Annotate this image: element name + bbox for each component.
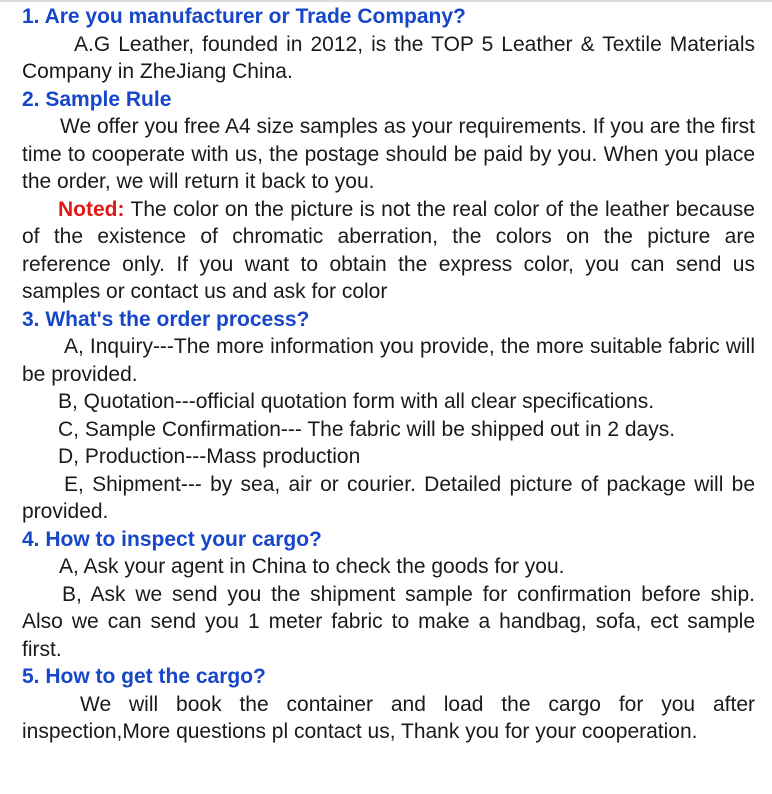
faq-section-order-process bbox=[22, 306, 755, 526]
inspect-option-agent: A, Ask your agent in China to check the goods for you. bbox=[59, 555, 565, 578]
faq-document bbox=[22, 3, 755, 746]
faq-answer-manufacturer: A.G Leather, founded in 2012, is the TOP 5 Leather & Textile Materials Company in ZheJiang China. bbox=[22, 32, 755, 83]
order-step-shipment: E, Shipment--- by sea, air or courier. Detailed picture of package will be provided. bbox=[22, 472, 755, 523]
faq-heading-get-cargo: 5. How to get the cargo? bbox=[22, 665, 266, 688]
faq-heading-order-process: 3. What's the order process? bbox=[22, 307, 310, 331]
inspect-option-shipment-sample: B, Ask we send you the shipment sample for confirmation before ship. Also we can send you 1 meter fabric to make a handbag, sofa, ect sample first. bbox=[22, 582, 755, 661]
faq-noted-paragraph bbox=[22, 196, 755, 306]
order-step-sample-confirmation: C, Sample Confirmation--- The fabric will be shipped out in 2 days. bbox=[58, 417, 676, 441]
faq-heading-inspect-cargo: 4. How to inspect your cargo? bbox=[22, 527, 322, 551]
faq-section-manufacturer bbox=[22, 3, 755, 86]
faq-section-get-cargo bbox=[22, 663, 755, 746]
faq-answer-get-cargo: We will book the container and load the cargo for you after inspection,More questions pl contact us, Thank you for your cooperation. bbox=[22, 692, 755, 743]
order-step-inquiry: A, Inquiry---The more information you provide, the more suitable fabric will be provided. bbox=[22, 335, 755, 386]
faq-heading-manufacturer: 1. Are you manufacturer or Trade Company? bbox=[22, 5, 466, 28]
faq-heading-sample-rule: 2. Sample Rule bbox=[22, 87, 172, 111]
noted-label: Noted: bbox=[58, 197, 125, 221]
order-step-production: D, Production---Mass production bbox=[58, 445, 361, 468]
faq-section-sample-rule bbox=[22, 86, 755, 306]
faq-section-inspect-cargo bbox=[22, 526, 755, 664]
order-step-quotation: B, Quotation---official quotation form with all clear specifications. bbox=[58, 390, 655, 413]
noted-text: The color on the picture is not the real color of the leather because of the existence of chromatic aberration, the colors on the picture are reference only. If you want to obtain the express color, you can send us samples or contact us and ask for color bbox=[22, 197, 755, 303]
top-divider bbox=[0, 0, 772, 2]
faq-answer-sample-rule: We offer you free A4 size samples as your requirements. If you are the first time to cooperate with us, the postage should be paid by you. When you place the order, we will return it back to you. bbox=[22, 115, 755, 193]
